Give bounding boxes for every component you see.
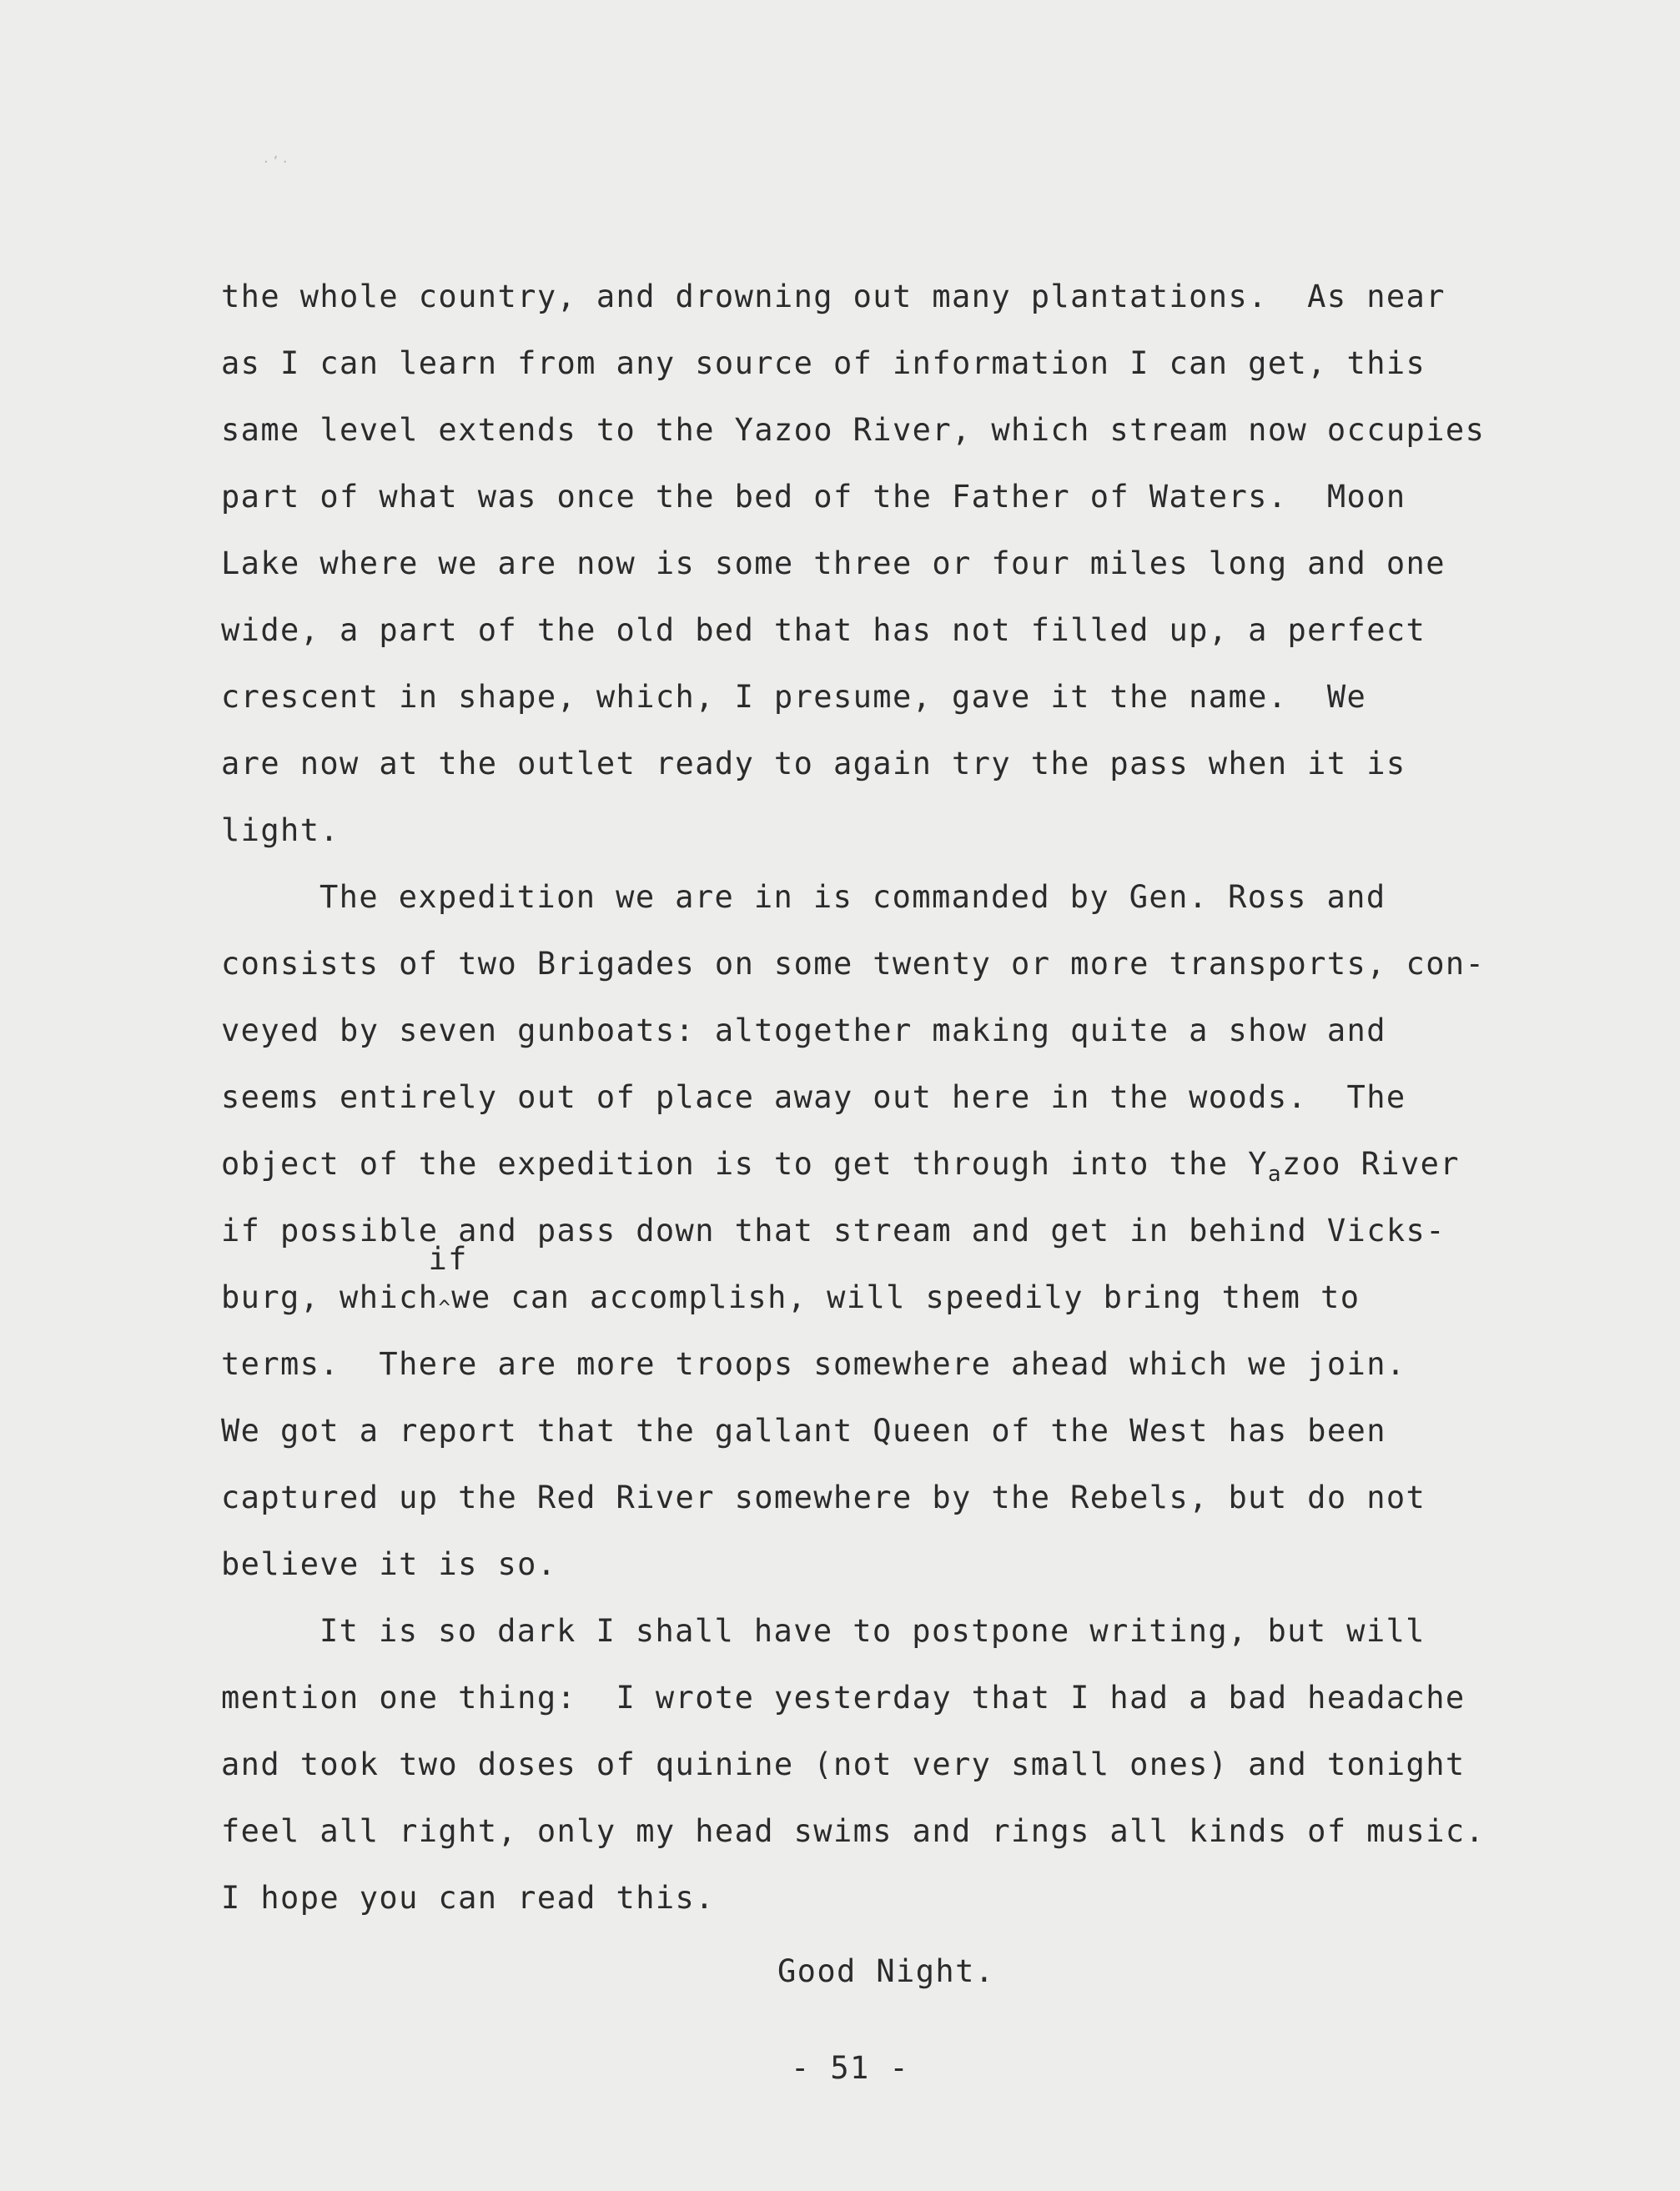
paragraph-3-line-3: and took two doses of quinine (not very small ones) and tonight bbox=[221, 1746, 1466, 1782]
paragraph-1-line-9: light. bbox=[221, 812, 340, 848]
paragraph-2-line-8: terms. There are more troops somewhere ahead which we join. bbox=[221, 1346, 1406, 1382]
paragraph-2-line-5 bbox=[221, 1146, 1460, 1186]
paragraph-2-line-4: seems entirely out of place away out here in the woods. The bbox=[221, 1079, 1406, 1115]
insertion-mark bbox=[428, 1241, 468, 1319]
paragraph-2-line-10: captured up the Red River somewhere by the Rebels, but do not bbox=[221, 1480, 1426, 1515]
paragraph-1-line-2: as I can learn from any source of information I can get, this bbox=[221, 345, 1426, 381]
page-number: - 51 - bbox=[791, 2050, 910, 2086]
paragraph-2-line-9: We got a report that the gallant Queen of the West has been bbox=[221, 1413, 1386, 1449]
paragraph-2-line-3: veyed by seven gunboats: altogether making quite a show and bbox=[221, 1013, 1386, 1048]
paragraph-1-line-7: crescent in shape, which, I presume, gave it the name. We bbox=[221, 679, 1367, 715]
paragraph-1-line-6: wide, a part of the old bed that has not filled up, a perfect bbox=[221, 612, 1426, 648]
paper-speck-marks: · ʼ · bbox=[264, 153, 288, 171]
subscript-letter: a bbox=[1267, 1162, 1282, 1187]
paragraph-1-line-1: the whole country, and drowning out many plantations. As near bbox=[221, 279, 1446, 314]
paragraph-1-line-5: Lake where we are now is some three or four miles long and one bbox=[221, 545, 1446, 581]
paragraph-2-line-6: if possible and pass down that stream and get in behind Vicks- bbox=[221, 1213, 1446, 1249]
paragraph-2-line-11: believe it is so. bbox=[221, 1546, 557, 1582]
paragraph-2-line-2: consists of two Brigades on some twenty or more transports, con- bbox=[221, 946, 1486, 982]
line-5-text-before: object of the expedition is to get through into the Y bbox=[221, 1146, 1268, 1182]
paragraph-1-line-3: same level extends to the Yazoo River, which stream now occupies bbox=[221, 412, 1486, 448]
paragraph-1-line-4: part of what was once the bed of the Father of Waters. Moon bbox=[221, 479, 1406, 515]
paragraph-3-line-5: I hope you can read this. bbox=[221, 1880, 715, 1916]
paragraph-2-line-7 bbox=[221, 1241, 1361, 1319]
paragraph-3-line-1: It is so dark I shall have to postpone writing, but will bbox=[319, 1613, 1426, 1649]
paragraph-2-line-1: The expedition we are in is commanded by Gen. Ross and bbox=[319, 879, 1386, 915]
line-7-text-after: we can accomplish, will speedily bring them to bbox=[451, 1279, 1361, 1315]
inserted-word: if bbox=[428, 1241, 468, 1277]
line-7-text-before: burg, which bbox=[221, 1279, 439, 1315]
signoff: Good Night. bbox=[777, 1953, 995, 1989]
paragraph-3-line-2: mention one thing: I wrote yesterday that I had a bad headache bbox=[221, 1680, 1466, 1716]
paragraph-1-line-8: are now at the outlet ready to again try the pass when it is bbox=[221, 746, 1406, 781]
paragraph-3-line-4: feel all right, only my head swims and rings all kinds of music. bbox=[221, 1813, 1486, 1849]
caret-icon: ^ bbox=[438, 1296, 452, 1319]
line-5-text-after: zoo River bbox=[1281, 1146, 1460, 1182]
